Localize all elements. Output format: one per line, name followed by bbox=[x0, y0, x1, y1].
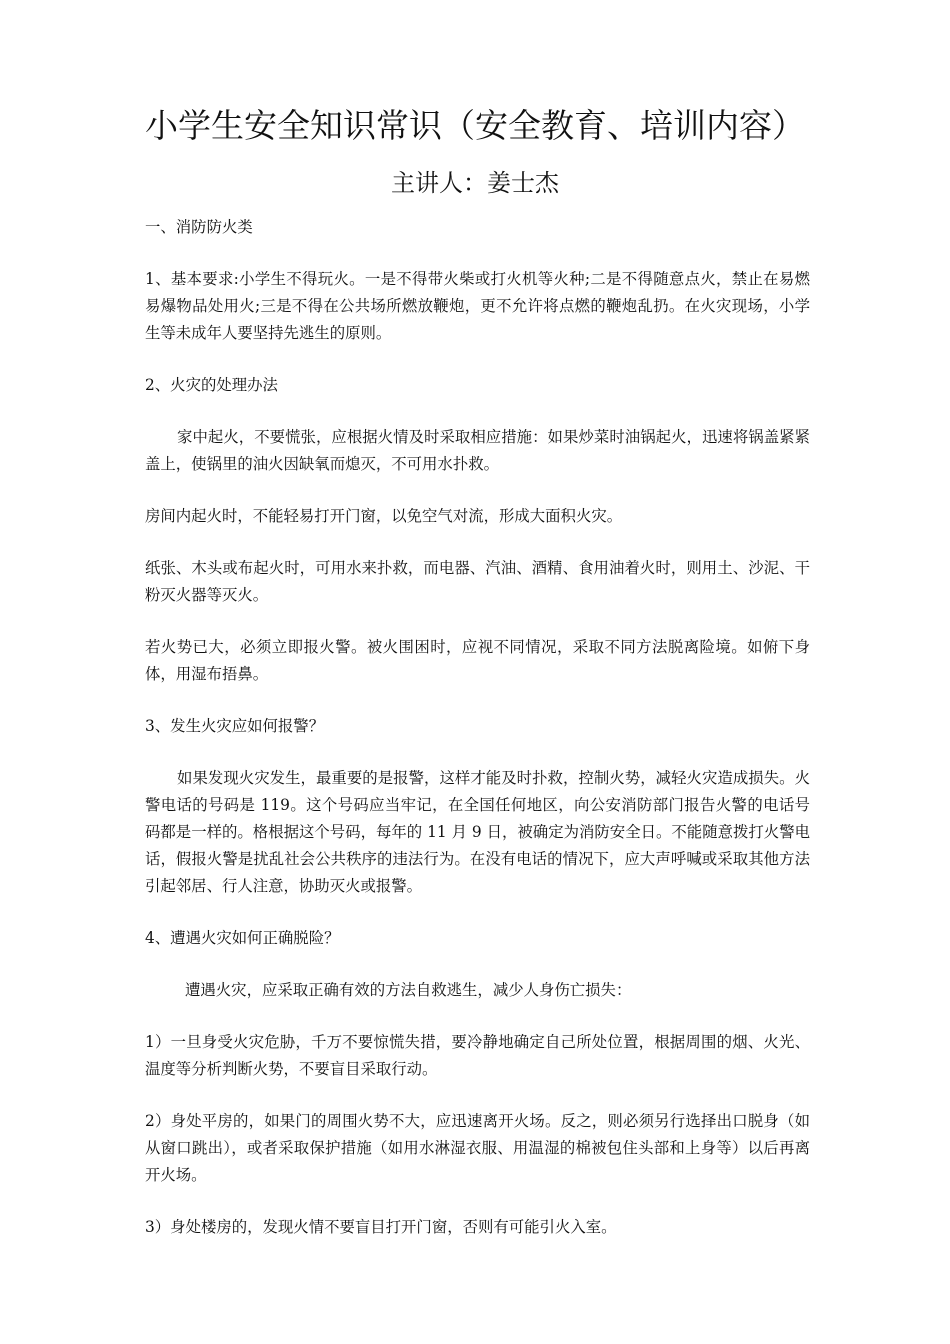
paragraph-fire-types: 纸张、木头或布起火时，可用水来扑救，而电器、汽油、酒精、食用油着火时，则用土、沙泥、干粉灭火器等灭火。 bbox=[145, 559, 810, 604]
list-item-2: 2）身处平房的，如果门的周围火势不大，应迅速离开火场。反之，则必须另行选择出口脱身（如从窗口跳出），或者采取保护措施（如用水淋湿衣服、用温湿的棉被包住头部和上身等）以后再离开火场。 bbox=[145, 1112, 810, 1184]
paragraph-basic-requirements: 1、基本要求:小学生不得玩火。一是不得带火柴或打火机等火种;二是不得随意点火，禁止在易燃易爆物品处用火;三是不得在公共场所燃放鞭炮，更不允许将点燃的鞭炮乱扔。在火灾现场，小学生等未成年人要坚持先逃生的原则。 bbox=[145, 270, 810, 342]
paragraph-room-fire: 房间内起火时，不能轻易打开门窗，以免空气对流，形成大面积火灾。 bbox=[145, 507, 623, 525]
subheading-fire-handling: 2、火灾的处理办法 bbox=[145, 376, 278, 394]
section-heading-fire-prevention: 一、消防防火类 bbox=[145, 218, 253, 236]
list-item-1: 1）一旦身受火灾危胁，千万不要惊慌失措，要冷静地确定自己所处位置，根据周围的烟、火光、温度等分析判断火势，不要盲目采取行动。 bbox=[145, 1033, 810, 1078]
document-body bbox=[145, 214, 810, 1266]
document-title: 小学生安全知识常识（安全教育、培训内容） bbox=[145, 106, 805, 145]
subheading-fire-alarm: 3、发生火灾应如何报警？ bbox=[145, 717, 325, 735]
paragraph-large-fire: 若火势已大，必须立即报火警。被火围困时，应视不同情况，采取不同方法脱离险境。如俯下身体，用湿布捂鼻。 bbox=[145, 638, 810, 683]
paragraph-alarm-details: 如果发现火灾发生，最重要的是报警，这样才能及时扑救，控制火势，减轻火灾造成损失。火警电话的号码是 119。这个号码应当牢记，在全国任何地区，向公安消防部门报告火警的电话号码都是一样的。格根据这个号码，每年的 11 月 9 日，被确定为消防安全日。不能随意拨打火警电话，假报火警是扰乱社会公共秩序的违法行为。在没有电话的情况下，应大声呼喊或采取其他方法引起邻居、行人注意，协助灭火或报警。 bbox=[145, 769, 810, 895]
speaker-line: 主讲人：姜士杰 bbox=[391, 169, 559, 197]
paragraph-home-fire: 家中起火，不要慌张，应根据火情及时采取相应措施：如果炒菜时油锅起火，迅速将锅盖紧紧盖上，使锅里的油火因缺氧而熄灭，不可用水扑救。 bbox=[145, 428, 810, 473]
list-item-3: 3）身处楼房的，发现火情不要盲目打开门窗，否则有可能引火入室。 bbox=[145, 1218, 617, 1236]
paragraph-escape-intro: 遭遇火灾，应采取正确有效的方法自救逃生，减少人身伤亡损失： bbox=[185, 981, 632, 999]
subheading-escape: 4、遭遇火灾如何正确脱险？ bbox=[145, 929, 340, 947]
